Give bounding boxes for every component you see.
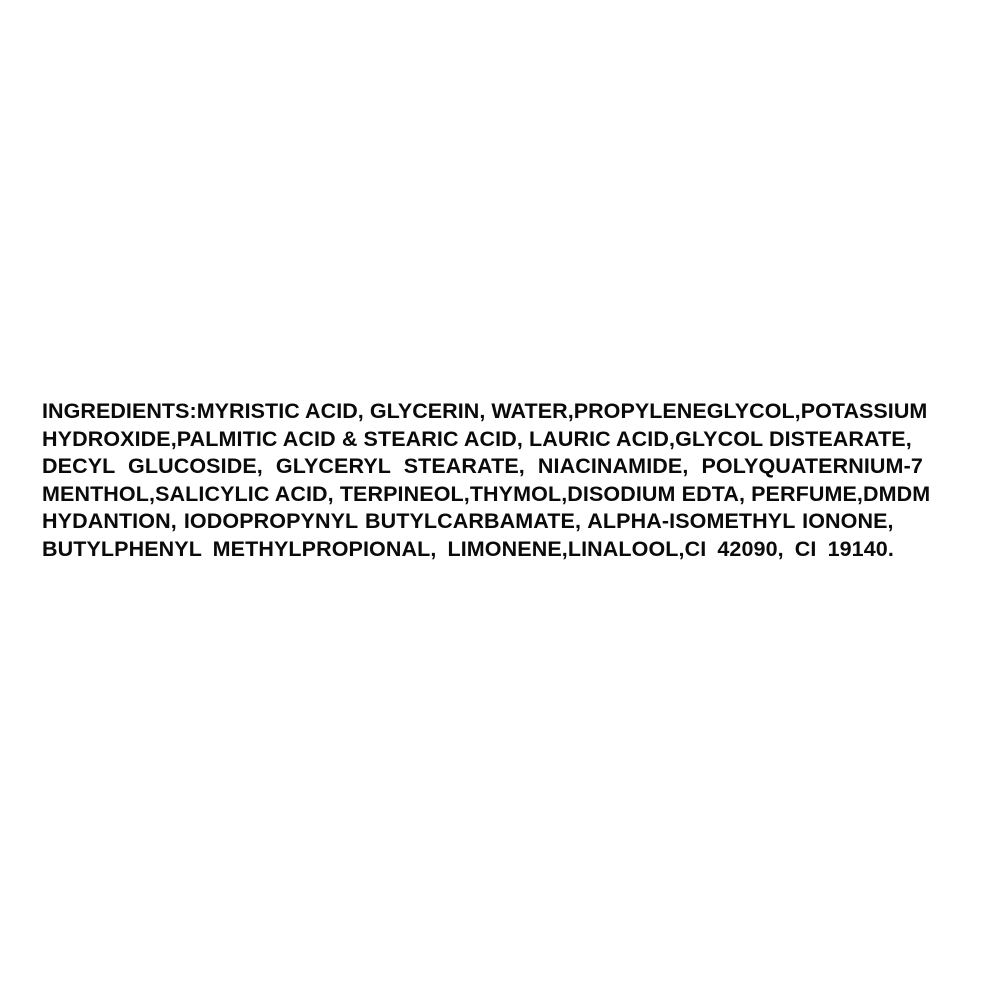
ingredients-line: DECYL GLUCOSIDE, GLYCERYL STEARATE, NIACINAMIDE, POLYQUATERNIUM-7 [42, 454, 923, 478]
ingredients-line: BUTYLPHENYL METHYLPROPIONAL, LIMONENE,LINALOOL,CI 42090, CI 19140. [42, 536, 894, 561]
ingredients-line: HYDANTION, IODOPROPYNYL BUTYLCARBAMATE, ALPHA-ISOMETHYL IONONE, [42, 509, 894, 533]
ingredients-line: HYDROXIDE,PALMITIC ACID & STEARIC ACID, LAURIC ACID,GLYCOL DISTEARATE, [42, 426, 912, 451]
ingredients-line: MENTHOL,SALICYLIC ACID, TERPINEOL,THYMOL,DISODIUM EDTA, PERFUME,DMDM [42, 481, 931, 506]
ingredients-line: INGREDIENTS:MYRISTIC ACID, GLYCERIN, WATER,PROPYLENEGLYCOL,POTASSIUM [42, 399, 928, 423]
ingredients-text-block [42, 398, 958, 563]
